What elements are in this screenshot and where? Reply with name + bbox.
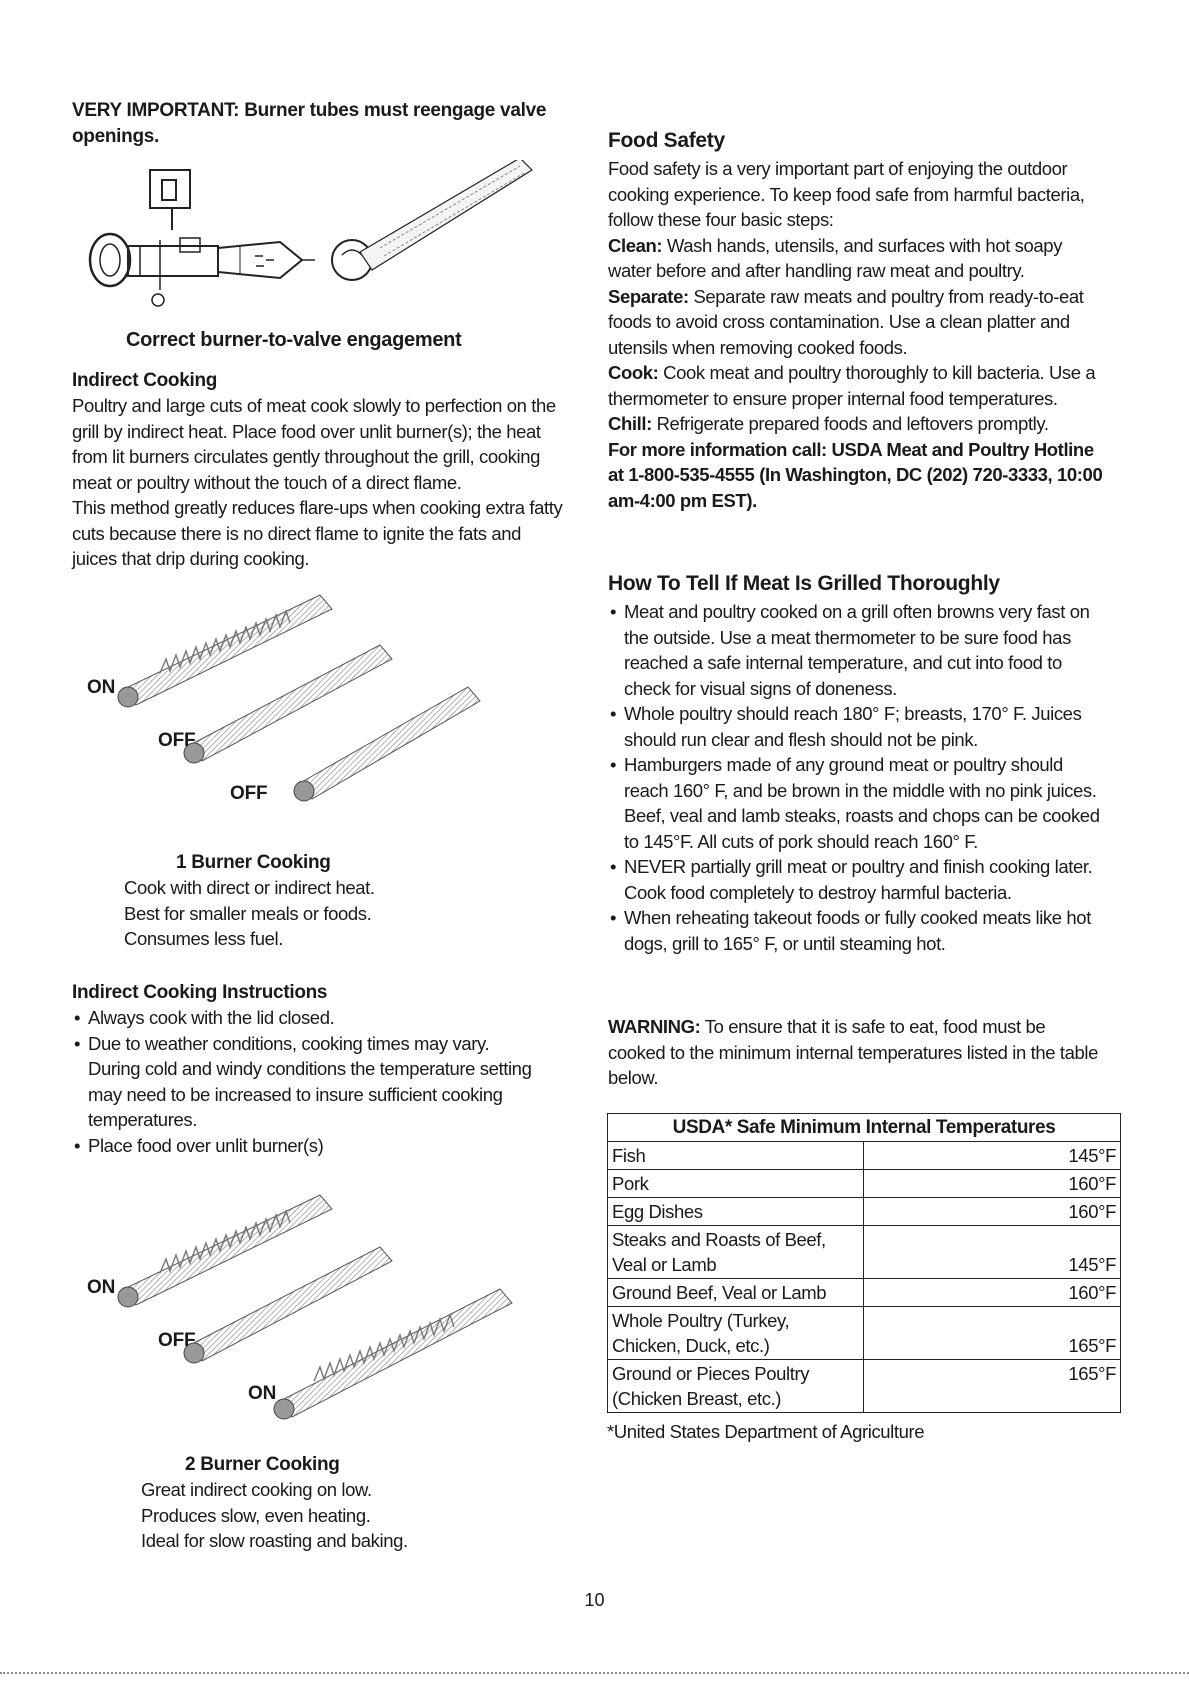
- food-safety-intro-3: follow these four basic steps:: [608, 209, 834, 230]
- grilled-list: [608, 599, 1128, 956]
- indirect-line-1: Poultry and large cuts of meat cook slowly to perfection on the: [72, 395, 556, 416]
- important-text: Burner tubes must reengage valve openings.: [72, 100, 547, 147]
- grilled-item: • Meat and poultry cooked on a grill often browns very fast on the outside. Use a meat thermometer to be sure food has reached a safe internal temperature, and cut into food to check for visual signs of doneness.: [608, 599, 1128, 701]
- food-cell: Fish: [608, 1142, 864, 1170]
- food-line-2: Chicken, Duck, etc.): [612, 1335, 770, 1356]
- temp-cell: 165°F: [864, 1360, 1121, 1413]
- food-line-2: Veal or Lamb: [612, 1254, 717, 1275]
- two-burner-label-2: OFF: [158, 1330, 196, 1351]
- grilled-3-line-2: reach 160° F, and be brown in the middle with no pink juices.: [624, 779, 1097, 801]
- grilled-5-line-1: When reheating takeout foods or fully cooked meats like hot: [624, 907, 1091, 928]
- grilled-item: • Whole poultry should reach 180° F; breasts, 170° F. Juices should run clear and flesh should not be pink.: [608, 701, 1128, 752]
- instructions-section: [72, 980, 592, 1158]
- instruction-2-line-3: may need to be increased to insure sufficient cooking: [88, 1083, 503, 1105]
- instruction-2-line-2: During cold and windy conditions the temperature setting: [88, 1058, 532, 1079]
- table-title: USDA* Safe Minimum Internal Temperatures: [608, 1114, 1121, 1142]
- food-cell: [608, 1360, 864, 1413]
- food-safety-intro-2: cooking experience. To keep food safe from harmful bacteria,: [608, 183, 1085, 205]
- grilled-1-line-3: reached a safe internal temperature, and cut into food to: [624, 652, 1062, 673]
- hotline-line-3: am-4:00 pm EST).: [608, 489, 757, 511]
- two-burner-line-3: Ideal for slow roasting and baking.: [141, 1530, 408, 1551]
- grilled-2-line-2: should run clear and flesh should not be pink.: [624, 728, 978, 750]
- clean-line-2: water before and after handling raw meat and poultry.: [608, 260, 1025, 281]
- burner-3: [274, 1289, 512, 1419]
- grilled-3-line-3: Beef, veal and lamb steaks, roasts and chops can be cooked: [624, 805, 1100, 826]
- warning-line-2: cooked to the minimum internal temperatures listed in the table: [608, 1041, 1098, 1063]
- grilled-2-line-1: Whole poultry should reach 180° F; breasts, 170° F. Juices: [624, 703, 1082, 724]
- instructions-heading: Indirect Cooking Instructions: [72, 982, 328, 1003]
- clean-text-1: Wash hands, utensils, and surfaces with hot soapy: [666, 234, 1063, 256]
- food-cell: Pork: [608, 1170, 864, 1198]
- left-column: [72, 98, 582, 149]
- grilled-item: • NEVER partially grill meat or poultry and finish cooking later. Cook food completely to destroy harmful bacteria.: [608, 854, 1128, 905]
- warning-text-1: To ensure that it is safe to eat, food must be: [704, 1016, 1046, 1037]
- food-safety-heading: Food Safety: [608, 129, 725, 152]
- warning-line-3: below.: [608, 1067, 659, 1088]
- food-cell: [608, 1226, 864, 1279]
- table-row: [608, 1360, 1121, 1413]
- instruction-1-line-1: Always cook with the lid closed.: [88, 1007, 335, 1028]
- table-footnote: *United States Department of Agriculture: [607, 1421, 925, 1442]
- separate-line-2: foods to avoid cross contamination. Use a clean platter and: [608, 311, 1070, 332]
- one-burner-title: 1 Burner Cooking: [176, 852, 331, 873]
- temp-cell: 160°F: [864, 1170, 1121, 1198]
- cook-label: Cook:: [608, 362, 659, 383]
- grilled-1-line-1: Meat and poultry cooked on a grill often browns very fast on: [624, 601, 1090, 622]
- grilled-section: [608, 571, 1128, 956]
- table-header-row: [608, 1114, 1121, 1142]
- chill-line: [608, 411, 1128, 437]
- hotline-line-2: at 1-800-535-4555 (In Washington, DC (202) 720-3333, 10:00: [608, 464, 1103, 485]
- grilled-heading: How To Tell If Meat Is Grilled Thoroughly: [608, 572, 1000, 595]
- one-burner-label-3: OFF: [230, 783, 268, 804]
- cook-line-2: thermometer to ensure proper internal food temperatures.: [608, 387, 1058, 409]
- temp-cell: 165°F: [864, 1307, 1121, 1360]
- indirect-line-5: This method greatly reduces flare-ups when cooking extra fatty: [72, 497, 563, 518]
- burner-valve-figure: [80, 160, 580, 325]
- temp-cell: 145°F: [864, 1142, 1121, 1170]
- warning-section: [608, 1014, 1128, 1091]
- instruction-2-line-1: Due to weather conditions, cooking times may vary.: [88, 1032, 490, 1054]
- two-burner-line-1: Great indirect cooking on low.: [141, 1479, 372, 1500]
- instruction-item: • Always cook with the lid closed.: [74, 1007, 335, 1028]
- clean-line-1: [608, 233, 1128, 259]
- table-row: [608, 1307, 1121, 1360]
- figure-caption: Correct burner-to-valve engagement: [126, 329, 462, 351]
- burner-3: [294, 687, 480, 801]
- grilled-item: • When reheating takeout foods or fully cooked meats like hot dogs, grill to 165° F, or until steaming hot.: [608, 905, 1128, 956]
- important-note: [72, 98, 552, 149]
- one-burner-line-2: Best for smaller meals or foods.: [124, 902, 372, 924]
- temp-cell: 160°F: [864, 1279, 1121, 1307]
- instruction-item: • Due to weather conditions, cooking times may vary. During cold and windy conditions the temperature setting may need to be increased to insure sufficient cooking temperatures.: [72, 1031, 592, 1133]
- indirect-line-6: cuts because there is no direct flame to ignite the fats and: [72, 522, 522, 544]
- bottom-rule: [0, 1672, 1189, 1674]
- food-cell: [608, 1307, 864, 1360]
- instruction-item: • Place food over unlit burner(s): [74, 1134, 324, 1156]
- instructions-list: [72, 1005, 592, 1158]
- grilled-item: • Hamburgers made of any ground meat or poultry should reach 160° F, and be brown in the middle with no pink juices. Beef, veal and lamb steaks, roasts and chops can be cooked to 145°F. All cuts of pork should reach 160° F.: [608, 752, 1128, 854]
- grilled-4-line-2: Cook food completely to destroy harmful bacteria.: [624, 881, 1012, 903]
- two-burner-diagram: [100, 1185, 540, 1430]
- indirect-line-3: from lit burners circulates gently throughout the grill, cooking: [72, 446, 540, 467]
- one-burner-label-2: OFF: [158, 730, 196, 751]
- separate-line-1: [608, 284, 1128, 310]
- one-burner-label-1: ON: [87, 677, 116, 698]
- temp-cell: 145°F: [864, 1226, 1121, 1279]
- indirect-line-7: juices that drip during cooking.: [72, 548, 310, 569]
- separate-label: Separate:: [608, 285, 689, 307]
- food-cell: Egg Dishes: [608, 1198, 864, 1226]
- food-line-1: Steaks and Roasts of Beef,: [612, 1229, 826, 1250]
- table-row: [608, 1279, 1121, 1307]
- one-burner-line-3: Consumes less fuel.: [124, 928, 283, 949]
- cook-line-1: [608, 360, 1128, 386]
- instruction-2-line-4: temperatures.: [88, 1109, 197, 1130]
- food-cell: Ground Beef, Veal or Lamb: [608, 1279, 864, 1307]
- temp-cell: 160°F: [864, 1198, 1121, 1226]
- page-number: 10: [584, 1590, 605, 1610]
- food-line-1: Whole Poultry (Turkey,: [612, 1310, 790, 1331]
- separate-text-1: Separate raw meats and poultry from ready-to-eat: [693, 285, 1084, 307]
- one-burner-line-1: Cook with direct or indirect heat.: [124, 877, 375, 898]
- two-burner-label-1: ON: [87, 1277, 116, 1298]
- food-safety-intro-1: Food safety is a very important part of enjoying the outdoor: [608, 158, 1068, 179]
- hotline-line-1: For more information call: USDA Meat and Poultry Hotline: [608, 438, 1094, 460]
- grilled-3-line-1: Hamburgers made of any ground meat or poultry should: [624, 754, 1063, 775]
- two-burner-caption: [141, 1452, 408, 1554]
- usda-temperature-table: [607, 1113, 1121, 1445]
- two-burner-title: 2 Burner Cooking: [185, 1454, 340, 1475]
- indirect-cooking-section: [72, 368, 592, 572]
- grilled-5-line-2: dogs, grill to 165° F, or until steaming hot.: [624, 932, 946, 954]
- indirect-line-4: meat or poultry without the touch of a direct flame.: [72, 471, 462, 493]
- table-row: [608, 1226, 1121, 1279]
- grilled-1-line-4: check for visual signs of doneness.: [624, 677, 897, 699]
- chill-label: Chill:: [608, 413, 652, 434]
- indirect-cooking-heading: Indirect Cooking: [72, 370, 218, 391]
- one-burner-caption: [124, 850, 375, 952]
- table-row: [608, 1142, 1121, 1170]
- separate-line-3: utensils when removing cooked foods.: [608, 336, 908, 358]
- food-line-2: (Chicken Breast, etc.): [612, 1388, 782, 1409]
- grilled-3-line-4: to 145°F. All cuts of pork should reach 160° F.: [624, 830, 978, 852]
- one-burner-diagram: [100, 585, 520, 810]
- grilled-4-line-1: NEVER partially grill meat or poultry and finish cooking later.: [624, 856, 1093, 877]
- warning-label: WARNING:: [608, 1016, 701, 1037]
- warning-line-1: [608, 1014, 1128, 1040]
- indirect-line-2: grill by indirect heat. Place food over unlit burner(s); the heat: [72, 420, 541, 442]
- food-line-1: Ground or Pieces Poultry: [612, 1363, 810, 1384]
- table-row: [608, 1198, 1121, 1226]
- food-safety-section: [608, 128, 1128, 513]
- instruction-3-line-1: Place food over unlit burner(s): [88, 1134, 324, 1156]
- table-row: [608, 1170, 1121, 1198]
- clean-label: Clean:: [608, 234, 663, 256]
- important-label: VERY IMPORTANT:: [72, 100, 240, 121]
- cook-text-1: Cook meat and poultry thoroughly to kill bacteria. Use a: [663, 362, 1096, 383]
- chill-text: Refrigerate prepared foods and leftovers promptly.: [656, 413, 1049, 434]
- grilled-1-line-2: the outside. Use a meat thermometer to be sure food has: [624, 626, 1071, 648]
- two-burner-line-2: Produces slow, even heating.: [141, 1504, 371, 1526]
- two-burner-label-3: ON: [248, 1383, 277, 1404]
- temperature-table: [607, 1113, 1121, 1413]
